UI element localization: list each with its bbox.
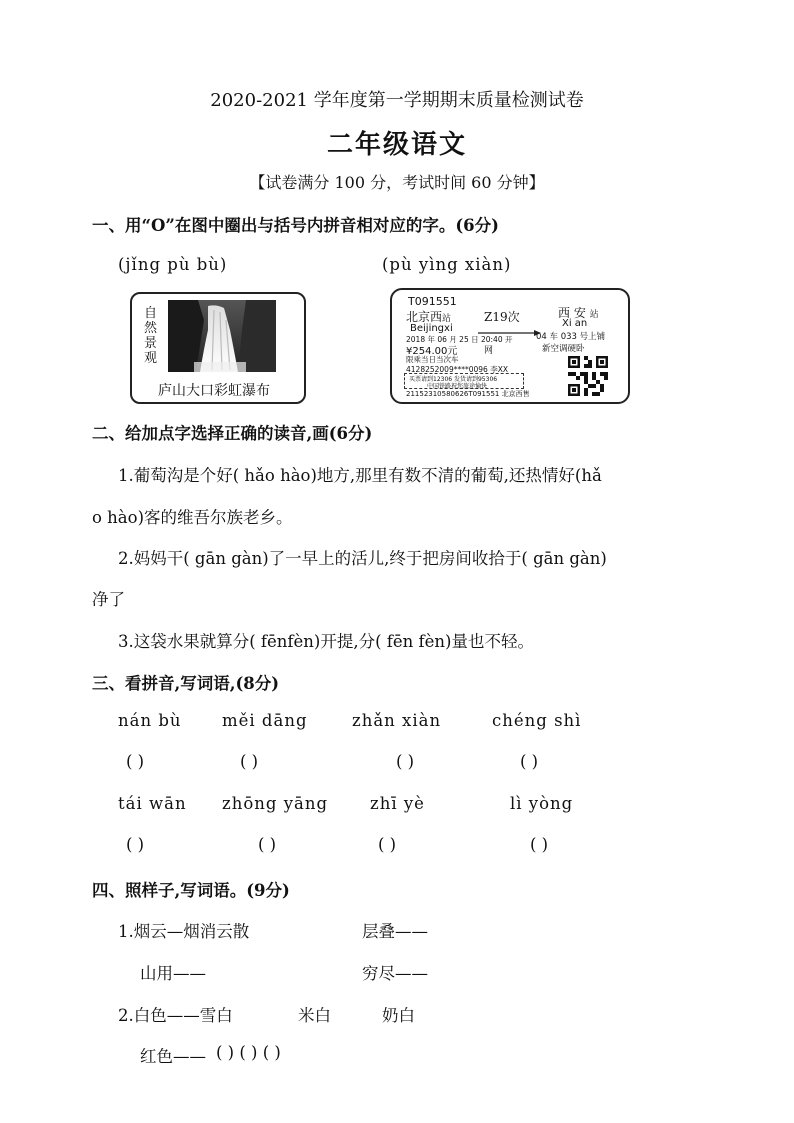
waterfall-photo: [168, 300, 276, 372]
ticket-note: 限乘当日当次车: [406, 355, 459, 364]
ticket-net: 网: [484, 346, 494, 356]
s3-pinyin-1: nán bù: [118, 711, 182, 730]
s4-word-naibai: 奶白: [382, 1006, 415, 1025]
ticket-notice-box: [404, 373, 524, 389]
section-4-heading: 四、照样子,写词语。(9分): [92, 881, 290, 900]
s2-question-2-line2: 净了: [92, 590, 125, 609]
s3-pinyin-8: lì yòng: [510, 794, 574, 813]
section-2-heading: 二、给加点字选择正确的读音,画(6分): [92, 424, 373, 443]
s3-blank-7[interactable]: ( ): [378, 835, 397, 854]
s2-question-1-line2: o hào)客的维吾尔族老乡。: [92, 508, 293, 527]
train-ticket: [390, 288, 630, 404]
s2-question-2-line1: 2.妈妈干( gān gàn)了一早上的活儿,终于把房间收拾于( gān gàn): [118, 549, 607, 568]
ticket-type: 新空调硬卧: [542, 344, 585, 354]
s4-item-qiongjin: 穷尽——: [362, 964, 428, 983]
ticket-serial: 21152310580626T091551 北京西售: [406, 390, 530, 398]
photo-side-label: 自然景观: [144, 306, 158, 366]
s3-blank-6[interactable]: ( ): [258, 835, 277, 854]
ticket-notice-line1: 买票请到12306 发货请到95306: [409, 376, 498, 383]
section-3-heading: 三、看拼音,写词语,(8分): [92, 674, 280, 693]
ticket-to-pinyin: Xi an: [562, 318, 588, 329]
ticket-notice-line2: 中国铁路祝您旅途愉快: [427, 383, 488, 390]
section-1-heading: 一、用“O”在图中圈出与括号内拼音相对应的字。(6分): [92, 216, 499, 235]
s4-example-2: 2.白色——雪白: [118, 1006, 233, 1025]
exam-score-time: 【试卷满分 100 分，考试时间 60 分钟】: [249, 173, 545, 192]
s3-pinyin-6: zhōng yāng: [222, 794, 329, 813]
s4-prompt-hongse: 红色——: [140, 1047, 206, 1066]
s3-pinyin-4: chéng shì: [492, 711, 582, 730]
ticket-price: ¥254.00元: [406, 346, 458, 357]
ticket-qr-code: [568, 356, 608, 400]
ticket-code: T091551: [408, 295, 457, 308]
s2-question-3: 3.这袋水果就算分( fēnfèn)开提,分( fēn fèn)量也不轻。: [118, 632, 534, 651]
ticket-id-line: 4128252009****0096 李XX: [406, 365, 508, 374]
s4-word-mibai: 米白: [298, 1006, 331, 1025]
s2-question-1-line1: 1.葡萄沟是个好( hǎo hào)地方,那里有数不清的葡萄,还热情好(hǎ: [118, 466, 602, 485]
ticket-from-pinyin: Beijingxi: [410, 323, 453, 334]
s3-blank-3[interactable]: ( ): [396, 752, 415, 771]
s3-blank-4[interactable]: ( ): [520, 752, 539, 771]
s4-answer-blanks[interactable]: ( ) ( ) ( ): [216, 1043, 281, 1062]
s4-item-cengdie: 层叠——: [362, 922, 428, 941]
s3-blank-1[interactable]: ( ): [126, 752, 145, 771]
s4-item-shanyong: 山用——: [140, 964, 206, 983]
ticket-from: 北京西站: [406, 310, 452, 324]
exam-subject-title: 二年级语文: [326, 130, 467, 160]
s3-blank-8[interactable]: ( ): [530, 835, 549, 854]
s3-pinyin-2: měi dāng: [222, 711, 308, 730]
ticket-date: 2018 年 06 月 25 日 20:40 开: [406, 335, 513, 344]
photo-caption: 庐山大口彩虹瀑布: [158, 383, 270, 399]
waterfall-card: [130, 292, 306, 404]
s3-blank-2[interactable]: ( ): [240, 752, 259, 771]
s3-pinyin-7: zhī yè: [370, 794, 425, 813]
ticket-to: 西 安 站: [558, 306, 599, 320]
s1-pinyin-a: (jǐng pù bù): [118, 255, 228, 274]
s1-pinyin-b: (pù yìng xiàn): [382, 255, 512, 274]
ticket-seat: 04 车 033 号上铺: [536, 332, 606, 342]
ticket-train-no: Z19次: [484, 310, 520, 324]
s3-pinyin-3: zhǎn xiàn: [352, 711, 442, 730]
exam-title-line: 2020-2021 学年度第一学期期末质量检测试卷: [210, 90, 584, 111]
s3-pinyin-5: tái wān: [118, 794, 187, 813]
s3-blank-5[interactable]: ( ): [126, 835, 145, 854]
s4-example-1: 1.烟云—烟消云散: [118, 922, 250, 941]
